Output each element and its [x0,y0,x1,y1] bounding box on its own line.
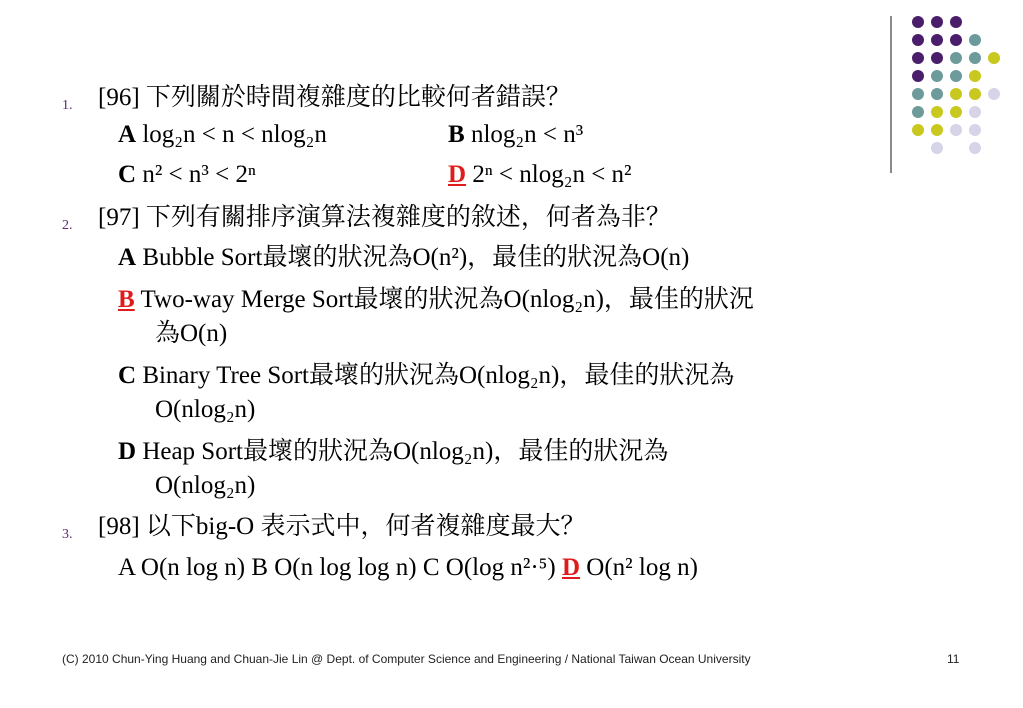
question-1-text: [96] 下列關於時間複雜度的比較何者錯誤？ [98,84,571,111]
q1-option-c-text: n² < n³ < 2ⁿ [142,161,256,188]
dot [912,124,924,136]
q2-option-b-text-1: Two-way Merge Sort最壞的狀況為O(nlog₂n)，最佳的狀況 [140,286,754,313]
question-3-number: 3. [62,527,73,542]
dot [969,142,981,154]
dot [931,70,943,82]
dot [931,142,943,154]
page-number: 11 [947,652,960,666]
q1-option-b-text: nlog₂n < n³ [470,121,584,148]
dot [912,16,924,28]
dot [988,88,1000,100]
dot [931,106,943,118]
q2-option-d-text-1: Heap Sort最壞的狀況為O(nlog₂n)，最佳的狀況為 [142,438,669,465]
dot [950,70,962,82]
dot [931,124,943,136]
dot [969,52,981,64]
q2-option-c-cont [155,395,255,425]
footer-credit: (C) 2010 Chun-Ying Huang and Chuan-Jie Lin @ Dept. of Computer Science and Engineering / National Taiwan Ocean University [62,652,751,666]
q2-option-b-cont [155,319,227,349]
question-3-text: [98] 以下big-O 表示式中，何者複雜度最大？ [98,513,586,540]
q1-option-c-label: C [118,161,137,188]
q1-option-a-label: A [118,121,137,148]
dot [969,34,981,46]
q1-option-a [118,120,327,150]
dot [931,88,943,100]
divider-line [890,16,892,173]
dot [931,34,943,46]
dot [950,106,962,118]
dot [950,34,962,46]
q1-option-b-label: B [448,121,465,148]
q2-answer-label: B [118,286,135,313]
q2-option-d-label: D [118,438,137,465]
q2-option-c-text-2: O(nlog₂n) [155,396,256,423]
q1-option-b [448,120,583,150]
q2-option-a [118,243,689,273]
q3-answer-label: D [561,554,581,581]
q3-options-text: A O(n log n) B O(n log log n) C O(log n²·⁵) [118,554,556,581]
dot [969,70,981,82]
question-2-number: 2. [62,218,73,233]
dot [912,88,924,100]
dot [912,70,924,82]
q2-option-d-text-2: O(nlog₂n) [155,472,256,499]
q1-option-c [118,160,256,190]
question-1-number: 1. [62,98,73,113]
dot [969,124,981,136]
dot [931,16,943,28]
q2-option-c [118,361,734,391]
q2-option-c-text-1: Binary Tree Sort最壞的狀況為O(nlog₂n)，最佳的狀況為 [142,362,735,389]
dot [988,52,1000,64]
dot [950,88,962,100]
dot [969,88,981,100]
dot [950,52,962,64]
q2-option-b [118,285,754,315]
dot [969,106,981,118]
q2-option-a-text: Bubble Sort最壞的狀況為O(n²)，最佳的狀況為O(n) [142,244,690,271]
dot [912,52,924,64]
dot [931,52,943,64]
q2-option-b-text-2: 為O(n) [155,320,228,347]
q2-option-d-cont [155,471,255,501]
q2-option-a-label: A [118,244,137,271]
q2-option-c-label: C [118,362,137,389]
dot [912,34,924,46]
q3-options [118,553,698,583]
q1-option-a-text: log₂n < n < nlog₂n [142,121,327,148]
q3-option-d-text: O(n² log n) [586,554,698,581]
q1-option-d-text: 2ⁿ < nlog₂n < n² [472,161,632,188]
q1-answer-label: D [448,161,467,188]
dot [912,106,924,118]
question-2-text: [97] 下列有關排序演算法複雜度的敘述，何者為非？ [98,204,671,231]
dot [950,124,962,136]
q2-option-d [118,437,668,467]
q1-option-d [448,160,632,190]
dot [950,16,962,28]
